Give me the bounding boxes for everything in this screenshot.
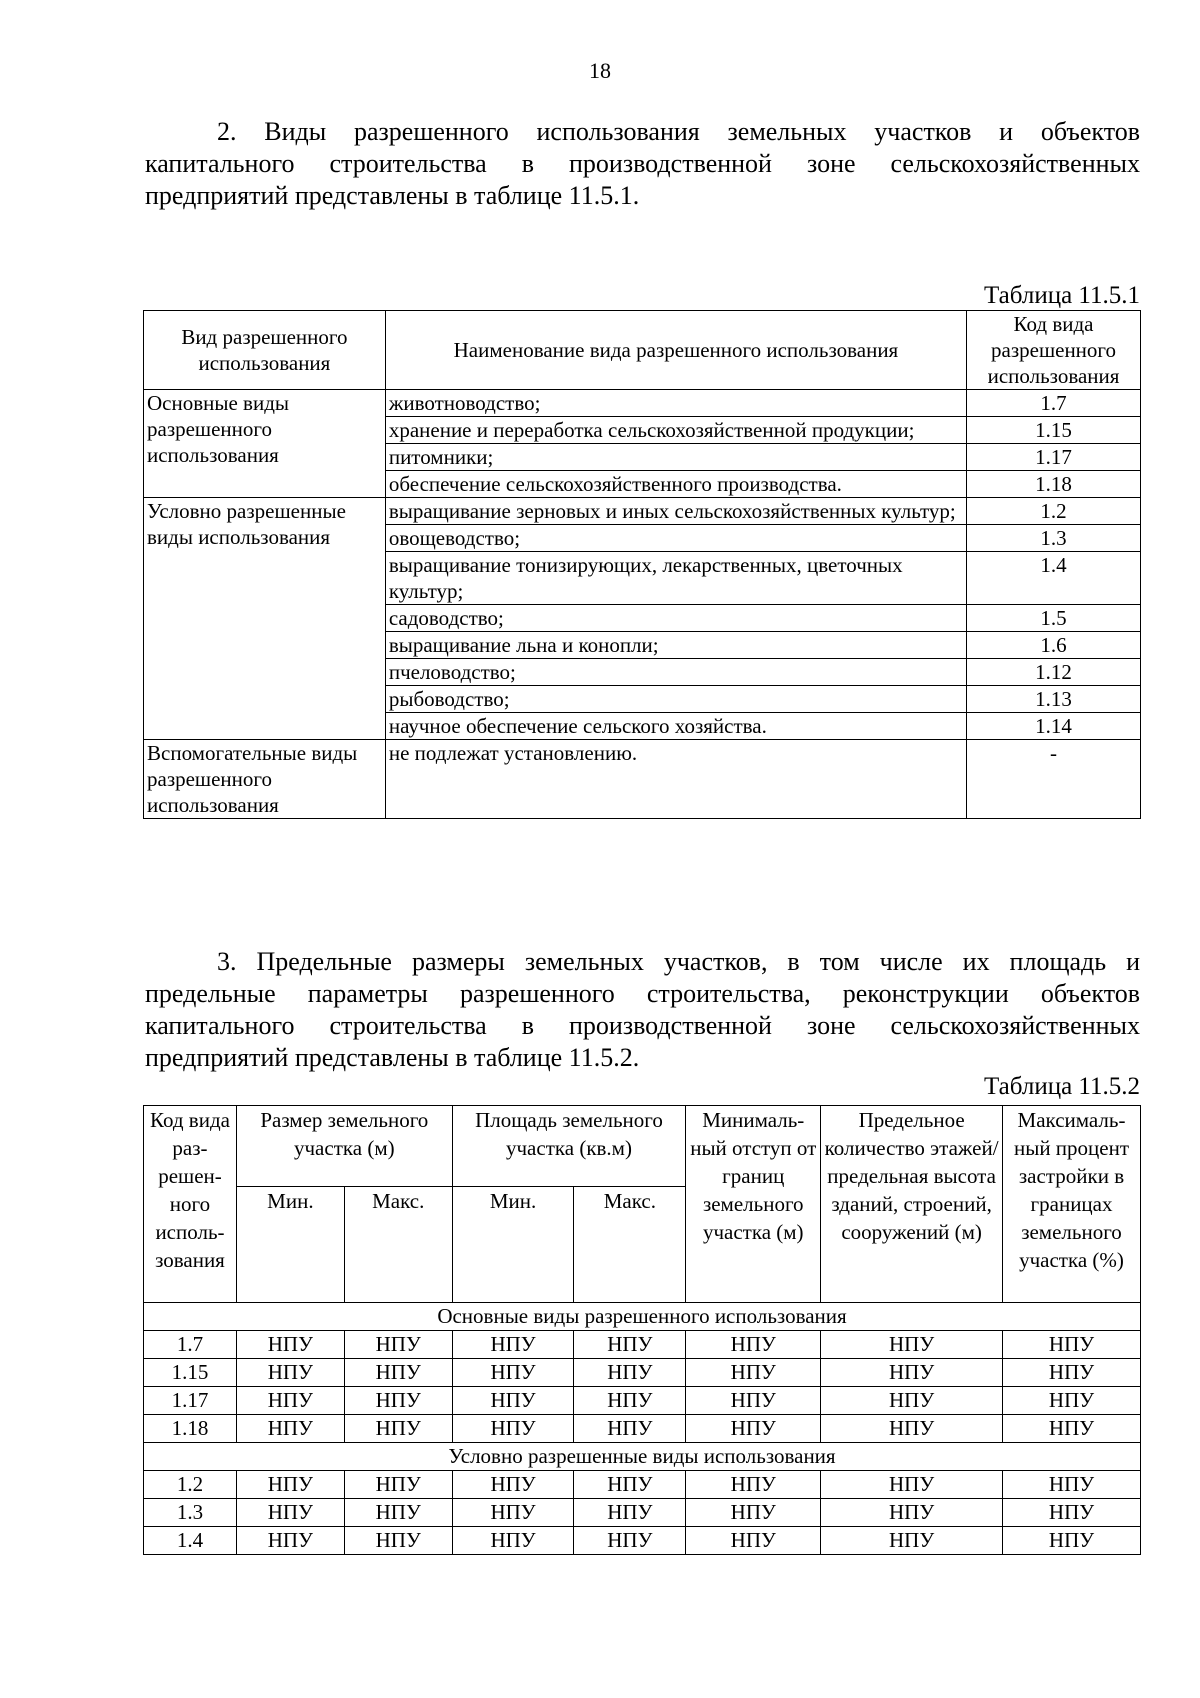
use-code: 1.14 <box>967 713 1141 740</box>
cell-setback: НПУ <box>686 1471 821 1499</box>
cell-coverage: НПУ <box>1003 1359 1141 1387</box>
cell-size-max: НПУ <box>344 1387 452 1415</box>
header-size-min: Мин. <box>236 1187 344 1303</box>
group-row <box>144 1443 1141 1471</box>
table-row <box>144 1331 1141 1359</box>
cell-area-min: НПУ <box>452 1499 574 1527</box>
use-name: хранение и переработка сельскохозяйственной продукции; <box>385 417 966 444</box>
cell-setback: НПУ <box>686 1359 821 1387</box>
table-header-row <box>144 311 1141 390</box>
cell-floors-height: НПУ <box>821 1499 1003 1527</box>
header-coverage: Максималь-ный процент застройки в границах земельного участка (%) <box>1003 1106 1141 1303</box>
cell-size-min: НПУ <box>236 1359 344 1387</box>
cell-code: 1.18 <box>144 1415 237 1443</box>
header-plot-area: Площадь земельного участка (кв.м) <box>452 1106 686 1187</box>
table-row <box>144 1359 1141 1387</box>
permitted-use-table <box>143 310 1141 819</box>
header-plot-size: Размер земельного участка (м) <box>236 1106 452 1187</box>
cell-code: 1.7 <box>144 1331 237 1359</box>
cell-setback: НПУ <box>686 1387 821 1415</box>
cell-coverage: НПУ <box>1003 1471 1141 1499</box>
header-area-max: Макс. <box>574 1187 686 1303</box>
cell-coverage: НПУ <box>1003 1499 1141 1527</box>
header-size-max: Макс. <box>344 1187 452 1303</box>
use-code: 1.12 <box>967 659 1141 686</box>
cell-size-max: НПУ <box>344 1471 452 1499</box>
cell-floors-height: НПУ <box>821 1415 1003 1443</box>
table-row <box>144 1415 1141 1443</box>
cell-area-max: НПУ <box>574 1387 686 1415</box>
table-row <box>144 1499 1141 1527</box>
cell-size-max: НПУ <box>344 1415 452 1443</box>
table-row <box>144 498 1141 525</box>
use-name: обеспечение сельскохозяйственного производства. <box>385 471 966 498</box>
header-use-type: Вид разрешенного использования <box>144 311 386 390</box>
use-group-label: Условно разрешенные виды использования <box>144 498 386 740</box>
use-code: 1.17 <box>967 444 1141 471</box>
use-code: 1.5 <box>967 605 1141 632</box>
header-use-code: Код вида разрешенного использования <box>967 311 1141 390</box>
use-name: животноводство; <box>385 390 966 417</box>
header-floors-height: Предельное количество этажей/ предельная высота зданий, строений, сооружений (м) <box>821 1106 1003 1303</box>
cell-size-max: НПУ <box>344 1499 452 1527</box>
header-area-min: Мин. <box>452 1187 574 1303</box>
use-code: 1.18 <box>967 471 1141 498</box>
cell-size-min: НПУ <box>236 1471 344 1499</box>
cell-area-max: НПУ <box>574 1359 686 1387</box>
use-name: питомники; <box>385 444 966 471</box>
paragraph-3: 3. Предельные размеры земельных участков, в том числе их площадь и предельные параметры разрешенного строительства, реконструкции объектов капитального строительства в производственной зоне сельскохозяйственных предприятий представлены в таблице 11.5.2. <box>145 947 1140 1072</box>
use-name: пчеловодство; <box>385 659 966 686</box>
cell-code: 1.17 <box>144 1387 237 1415</box>
use-code: 1.13 <box>967 686 1141 713</box>
use-name: овощеводство; <box>385 525 966 552</box>
cell-code: 1.3 <box>144 1499 237 1527</box>
group-label: Основные виды разрешенного использования <box>144 1303 1141 1331</box>
cell-size-min: НПУ <box>236 1387 344 1415</box>
cell-floors-height: НПУ <box>821 1527 1003 1555</box>
cell-floors-height: НПУ <box>821 1471 1003 1499</box>
use-code: 1.2 <box>967 498 1141 525</box>
cell-code: 1.4 <box>144 1527 237 1555</box>
cell-setback: НПУ <box>686 1331 821 1359</box>
cell-area-min: НПУ <box>452 1331 574 1359</box>
cell-area-max: НПУ <box>574 1331 686 1359</box>
cell-area-min: НПУ <box>452 1471 574 1499</box>
table-row <box>144 1527 1141 1555</box>
header-code: Код вида раз-решен-ного исполь-зования <box>144 1106 237 1303</box>
table-row <box>144 390 1141 417</box>
use-name: садоводство; <box>385 605 966 632</box>
cell-coverage: НПУ <box>1003 1527 1141 1555</box>
use-code: 1.6 <box>967 632 1141 659</box>
use-code: 1.7 <box>967 390 1141 417</box>
limit-parameters-table <box>143 1105 1141 1555</box>
cell-area-max: НПУ <box>574 1415 686 1443</box>
group-label: Условно разрешенные виды использования <box>144 1443 1141 1471</box>
table-row <box>144 1387 1141 1415</box>
cell-size-max: НПУ <box>344 1359 452 1387</box>
use-code: - <box>967 740 1141 819</box>
use-code: 1.4 <box>967 552 1141 605</box>
use-name: рыбоводство; <box>385 686 966 713</box>
use-name: выращивание зерновых и иных сельскохозяйственных культур; <box>385 498 966 525</box>
use-code: 1.3 <box>967 525 1141 552</box>
cell-area-min: НПУ <box>452 1527 574 1555</box>
cell-coverage: НПУ <box>1003 1387 1141 1415</box>
cell-setback: НПУ <box>686 1499 821 1527</box>
cell-size-min: НПУ <box>236 1527 344 1555</box>
use-group-label: Вспомогательные виды разрешенного использования <box>144 740 386 819</box>
table-1-caption: Таблица 11.5.1 <box>984 282 1140 309</box>
cell-area-max: НПУ <box>574 1527 686 1555</box>
cell-floors-height: НПУ <box>821 1359 1003 1387</box>
cell-size-max: НПУ <box>344 1331 452 1359</box>
use-name: научное обеспечение сельского хозяйства. <box>385 713 966 740</box>
cell-coverage: НПУ <box>1003 1415 1141 1443</box>
header-use-name: Наименование вида разрешенного использования <box>385 311 966 390</box>
cell-size-max: НПУ <box>344 1527 452 1555</box>
cell-setback: НПУ <box>686 1527 821 1555</box>
cell-area-min: НПУ <box>452 1387 574 1415</box>
cell-setback: НПУ <box>686 1415 821 1443</box>
table-row <box>144 1471 1141 1499</box>
cell-size-min: НПУ <box>236 1499 344 1527</box>
use-name: выращивание льна и конопли; <box>385 632 966 659</box>
use-name: не подлежат установлению. <box>385 740 966 819</box>
cell-size-min: НПУ <box>236 1415 344 1443</box>
cell-area-max: НПУ <box>574 1471 686 1499</box>
cell-floors-height: НПУ <box>821 1331 1003 1359</box>
table-2-caption: Таблица 11.5.2 <box>984 1073 1140 1100</box>
header-setback: Минималь-ный отступ от границ земельного участка (м) <box>686 1106 821 1303</box>
paragraph-2: 2. Виды разрешенного использования земельных участков и объектов капитального строительства в производственной зоне сельскохозяйственных предприятий представлены в таблице 11.5.1. <box>145 117 1140 210</box>
cell-code: 1.2 <box>144 1471 237 1499</box>
cell-floors-height: НПУ <box>821 1387 1003 1415</box>
cell-area-min: НПУ <box>452 1359 574 1387</box>
table-row <box>144 740 1141 819</box>
cell-size-min: НПУ <box>236 1331 344 1359</box>
page-number: 18 <box>589 58 611 83</box>
table-header-row <box>144 1106 1141 1187</box>
group-row <box>144 1303 1141 1331</box>
use-code: 1.15 <box>967 417 1141 444</box>
use-group-label: Основные виды разрешенного использования <box>144 390 386 498</box>
cell-coverage: НПУ <box>1003 1331 1141 1359</box>
cell-code: 1.15 <box>144 1359 237 1387</box>
use-name: выращивание тонизирующих, лекарственных, цветочных культур; <box>385 552 966 605</box>
cell-area-max: НПУ <box>574 1499 686 1527</box>
cell-area-min: НПУ <box>452 1415 574 1443</box>
